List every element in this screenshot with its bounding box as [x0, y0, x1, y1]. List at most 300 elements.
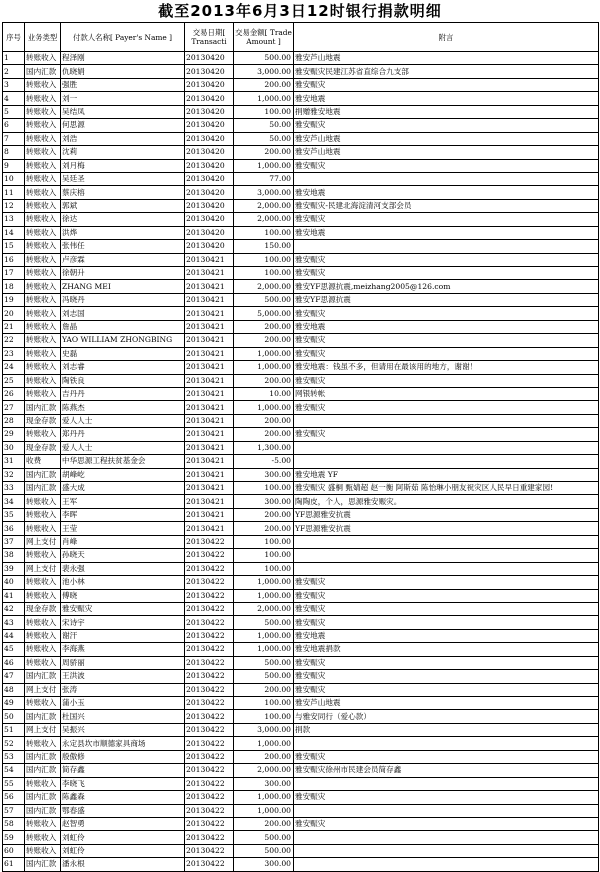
cell-note	[294, 844, 599, 857]
table-row	[3, 213, 599, 226]
cell-note	[294, 562, 599, 575]
cell-amount: 10.00	[234, 387, 294, 400]
cell-type: 国内汇款	[25, 750, 61, 763]
cell-note: 雅安赈灾	[294, 817, 599, 830]
cell-date: 20130421	[185, 455, 234, 468]
cell-note: 网银转帐	[294, 387, 599, 400]
cell-date: 20130420	[185, 92, 234, 105]
header-note: 附言	[294, 23, 599, 52]
cell-payer: 孙晓天	[61, 549, 185, 562]
cell-no: 10	[3, 172, 25, 185]
table-row	[3, 549, 599, 562]
cell-date: 20130421	[185, 347, 234, 360]
table-row	[3, 105, 599, 118]
cell-type: 转账收入	[25, 105, 61, 118]
cell-note	[294, 858, 599, 871]
cell-note: 雅安赈灾	[294, 656, 599, 669]
table-row	[3, 804, 599, 817]
cell-date: 20130422	[185, 576, 234, 589]
table-row	[3, 643, 599, 656]
cell-date: 20130422	[185, 831, 234, 844]
cell-payer: 李海燕	[61, 643, 185, 656]
cell-note: 雅安地震	[294, 320, 599, 333]
table-row	[3, 683, 599, 696]
cell-amount: 2,000.00	[234, 764, 294, 777]
cell-payer: 仇晓娟	[61, 65, 185, 78]
cell-no: 15	[3, 240, 25, 253]
cell-date: 20130420	[185, 65, 234, 78]
cell-no: 48	[3, 683, 25, 696]
cell-type: 转账收入	[25, 119, 61, 132]
cell-date: 20130422	[185, 697, 234, 710]
cell-amount: 1,000.00	[234, 92, 294, 105]
cell-note: 雅安赈灾	[294, 670, 599, 683]
cell-no: 44	[3, 629, 25, 642]
cell-date: 20130420	[185, 159, 234, 172]
cell-type: 转账收入	[25, 616, 61, 629]
cell-type: 收费	[25, 455, 61, 468]
cell-date: 20130420	[185, 78, 234, 91]
cell-amount: 200.00	[234, 146, 294, 159]
table-row	[3, 414, 599, 427]
cell-date: 20130421	[185, 468, 234, 481]
cell-note	[294, 831, 599, 844]
cell-note	[294, 455, 599, 468]
table-row	[3, 320, 599, 333]
cell-no: 51	[3, 723, 25, 736]
cell-note: 雅安赈灾	[294, 307, 599, 320]
cell-payer: 吉丹丹	[61, 387, 185, 400]
table-row	[3, 629, 599, 642]
table-row	[3, 387, 599, 400]
cell-type: 现金存款	[25, 602, 61, 615]
cell-amount: 100.00	[234, 226, 294, 239]
cell-note: YF思源雅安抗震	[294, 522, 599, 535]
cell-date: 20130422	[185, 629, 234, 642]
cell-no: 60	[3, 844, 25, 857]
cell-type: 网上支付	[25, 535, 61, 548]
table-row	[3, 670, 599, 683]
cell-no: 32	[3, 468, 25, 481]
cell-no: 23	[3, 347, 25, 360]
cell-amount: 200.00	[234, 320, 294, 333]
table-row	[3, 468, 599, 481]
table-row	[3, 374, 599, 387]
table-row	[3, 455, 599, 468]
cell-no: 58	[3, 817, 25, 830]
table-row	[3, 226, 599, 239]
cell-no: 56	[3, 791, 25, 804]
cell-no: 7	[3, 132, 25, 145]
cell-amount: 100.00	[234, 535, 294, 548]
cell-amount: 1,000.00	[234, 629, 294, 642]
cell-date: 20130420	[185, 213, 234, 226]
cell-date: 20130420	[185, 132, 234, 145]
cell-amount: 2,000.00	[234, 602, 294, 615]
cell-type: 转账收入	[25, 146, 61, 159]
cell-date: 20130420	[185, 199, 234, 212]
cell-type: 转账收入	[25, 387, 61, 400]
table-row	[3, 844, 599, 857]
cell-type: 国内汇款	[25, 791, 61, 804]
cell-date: 20130422	[185, 723, 234, 736]
cell-type: 转账收入	[25, 307, 61, 320]
cell-no: 17	[3, 267, 25, 280]
cell-no: 34	[3, 495, 25, 508]
table-row	[3, 831, 599, 844]
cell-amount: 1,000.00	[234, 804, 294, 817]
cell-amount: 500.00	[234, 656, 294, 669]
cell-amount: 500.00	[234, 831, 294, 844]
cell-note: 雅安赈灾	[294, 750, 599, 763]
table-row	[3, 750, 599, 763]
cell-payer: 简存鑫	[61, 764, 185, 777]
cell-date: 20130421	[185, 441, 234, 454]
cell-amount: 1,000.00	[234, 401, 294, 414]
cell-type: 转账收入	[25, 132, 61, 145]
cell-amount: 200.00	[234, 750, 294, 763]
cell-type: 转账收入	[25, 777, 61, 790]
cell-no: 50	[3, 710, 25, 723]
cell-type: 转账收入	[25, 522, 61, 535]
cell-date: 20130421	[185, 307, 234, 320]
cell-amount: 100.00	[234, 267, 294, 280]
cell-payer: 蔡庆榕	[61, 186, 185, 199]
cell-date: 20130421	[185, 320, 234, 333]
cell-no: 49	[3, 697, 25, 710]
cell-note: 雅安赈灾	[294, 334, 599, 347]
cell-payer: 卢彦霖	[61, 253, 185, 266]
cell-type: 转账收入	[25, 92, 61, 105]
cell-note: 雅安芦山地震	[294, 132, 599, 145]
cell-payer: 肖峰	[61, 535, 185, 548]
cell-date: 20130422	[185, 777, 234, 790]
table-row	[3, 522, 599, 535]
cell-no: 36	[3, 522, 25, 535]
cell-amount: 2,000.00	[234, 199, 294, 212]
cell-no: 61	[3, 858, 25, 871]
cell-type: 转账收入	[25, 508, 61, 521]
table-row	[3, 428, 599, 441]
cell-date: 20130421	[185, 414, 234, 427]
cell-type: 转账收入	[25, 643, 61, 656]
cell-amount: 1,000.00	[234, 361, 294, 374]
cell-type: 转账收入	[25, 186, 61, 199]
cell-note: 雅安赈灾	[294, 576, 599, 589]
cell-note: 雅安赈灾	[294, 159, 599, 172]
cell-payer: 刘虹伶	[61, 831, 185, 844]
cell-note: 雅安YF思源抗震,meizhang2005@126.com	[294, 280, 599, 293]
cell-payer: YAO WILLIAM ZHONGBING	[61, 334, 185, 347]
cell-type: 国内汇款	[25, 710, 61, 723]
cell-no: 37	[3, 535, 25, 548]
cell-amount: 200.00	[234, 817, 294, 830]
table-row	[3, 119, 599, 132]
cell-note: 雅安芦山地震	[294, 52, 599, 65]
cell-type: 转账收入	[25, 199, 61, 212]
cell-note: 雅安赈灾	[294, 78, 599, 91]
cell-payer: 盛大成	[61, 482, 185, 495]
cell-note: 捐赠雅安地震	[294, 105, 599, 118]
cell-no: 41	[3, 589, 25, 602]
cell-amount: 200.00	[234, 374, 294, 387]
donation-table	[2, 22, 599, 872]
table-row	[3, 307, 599, 320]
cell-note: 雅安赈灾	[294, 428, 599, 441]
cell-note	[294, 441, 599, 454]
cell-no: 25	[3, 374, 25, 387]
cell-amount: 500.00	[234, 293, 294, 306]
table-row	[3, 589, 599, 602]
cell-payer: 陈鑫森	[61, 791, 185, 804]
table-row	[3, 199, 599, 212]
cell-date: 20130421	[185, 361, 234, 374]
table-body	[3, 52, 599, 872]
cell-payer: 吴廷圣	[61, 172, 185, 185]
cell-payer: 池小林	[61, 576, 185, 589]
cell-date: 20130421	[185, 267, 234, 280]
cell-type: 国内汇款	[25, 401, 61, 414]
cell-payer: 宋诗宇	[61, 616, 185, 629]
table-row	[3, 482, 599, 495]
cell-date: 20130422	[185, 817, 234, 830]
cell-no: 6	[3, 119, 25, 132]
cell-note: 雅安芦山地震	[294, 146, 599, 159]
cell-amount: 500.00	[234, 844, 294, 857]
cell-type: 转账收入	[25, 267, 61, 280]
cell-note: 陶陶皮，个人，思源雅安赈灾。	[294, 495, 599, 508]
cell-amount: 3,000.00	[234, 186, 294, 199]
cell-payer: 徐朝升	[61, 267, 185, 280]
cell-type: 转账收入	[25, 576, 61, 589]
cell-payer: 傅晓	[61, 589, 185, 602]
cell-no: 39	[3, 562, 25, 575]
cell-amount: 1,000.00	[234, 589, 294, 602]
cell-note: 雅安赈灾民建江苏省直综合九支部	[294, 65, 599, 78]
cell-no: 27	[3, 401, 25, 414]
cell-no: 30	[3, 441, 25, 454]
cell-date: 20130422	[185, 643, 234, 656]
cell-no: 52	[3, 737, 25, 750]
cell-payer: 杜国兴	[61, 710, 185, 723]
cell-date: 20130422	[185, 764, 234, 777]
cell-amount: 1,000.00	[234, 791, 294, 804]
cell-payer: 谢汗	[61, 629, 185, 642]
cell-payer: ZHANG MEI	[61, 280, 185, 293]
table-row	[3, 186, 599, 199]
cell-type: 网上支付	[25, 562, 61, 575]
cell-date: 20130421	[185, 508, 234, 521]
cell-amount: 500.00	[234, 616, 294, 629]
cell-payer: 殷傲修	[61, 750, 185, 763]
table-row	[3, 858, 599, 871]
cell-note: 雅安地震捐款	[294, 643, 599, 656]
cell-date: 20130422	[185, 791, 234, 804]
cell-date: 20130421	[185, 374, 234, 387]
cell-payer: 李晓飞	[61, 777, 185, 790]
cell-note: 雅安赈灾	[294, 602, 599, 615]
cell-payer: 程泽刚	[61, 52, 185, 65]
cell-payer: 潘永根	[61, 858, 185, 871]
cell-no: 40	[3, 576, 25, 589]
cell-amount: 1,300.00	[234, 441, 294, 454]
cell-note: 雅安地震 YF	[294, 468, 599, 481]
cell-no: 42	[3, 602, 25, 615]
cell-no: 26	[3, 387, 25, 400]
cell-note: 雅安地震	[294, 186, 599, 199]
cell-type: 转账收入	[25, 240, 61, 253]
cell-no: 21	[3, 320, 25, 333]
cell-note: 雅安赈灾	[294, 589, 599, 602]
cell-date: 20130422	[185, 683, 234, 696]
table-row	[3, 562, 599, 575]
cell-no: 20	[3, 307, 25, 320]
table-row	[3, 401, 599, 414]
cell-amount: 300.00	[234, 495, 294, 508]
cell-amount: 200.00	[234, 683, 294, 696]
cell-date: 20130422	[185, 844, 234, 857]
cell-payer: 冯晓丹	[61, 293, 185, 306]
cell-note: 雅安赈灾	[294, 791, 599, 804]
cell-type: 转账收入	[25, 737, 61, 750]
cell-date: 20130422	[185, 549, 234, 562]
cell-date: 20130421	[185, 495, 234, 508]
cell-note	[294, 172, 599, 185]
cell-type: 转账收入	[25, 831, 61, 844]
cell-no: 1	[3, 52, 25, 65]
cell-amount: 100.00	[234, 562, 294, 575]
cell-no: 2	[3, 65, 25, 78]
cell-type: 国内汇款	[25, 65, 61, 78]
cell-payer: 徐达	[61, 213, 185, 226]
cell-note: 雅安地震	[294, 92, 599, 105]
cell-amount: 1,000.00	[234, 643, 294, 656]
cell-payer: 蒲小玉	[61, 697, 185, 710]
cell-type: 转账收入	[25, 78, 61, 91]
cell-amount: 1,000.00	[234, 576, 294, 589]
cell-no: 29	[3, 428, 25, 441]
cell-type: 转账收入	[25, 320, 61, 333]
cell-no: 9	[3, 159, 25, 172]
cell-payer: 何思源	[61, 119, 185, 132]
cell-no: 18	[3, 280, 25, 293]
cell-type: 国内汇款	[25, 468, 61, 481]
cell-date: 20130422	[185, 710, 234, 723]
cell-date: 20130420	[185, 226, 234, 239]
cell-payer: 鄂春盛	[61, 804, 185, 817]
cell-note: 雅安赈灾	[294, 616, 599, 629]
cell-date: 20130421	[185, 522, 234, 535]
cell-no: 31	[3, 455, 25, 468]
cell-type: 转账收入	[25, 280, 61, 293]
cell-date: 20130420	[185, 146, 234, 159]
cell-amount: 100.00	[234, 710, 294, 723]
cell-type: 转账收入	[25, 589, 61, 602]
cell-date: 20130422	[185, 737, 234, 750]
cell-note: 雅安YF思源抗震	[294, 293, 599, 306]
cell-amount: 200.00	[234, 334, 294, 347]
cell-date: 20130421	[185, 401, 234, 414]
cell-type: 转账收入	[25, 293, 61, 306]
table-row	[3, 92, 599, 105]
cell-no: 59	[3, 831, 25, 844]
cell-type: 转账收入	[25, 213, 61, 226]
table-row	[3, 817, 599, 830]
cell-payer: 吴振兴	[61, 723, 185, 736]
table-row	[3, 495, 599, 508]
cell-type: 现金存款	[25, 441, 61, 454]
cell-type: 转账收入	[25, 629, 61, 642]
cell-no: 53	[3, 750, 25, 763]
cell-type: 国内汇款	[25, 764, 61, 777]
table-row	[3, 132, 599, 145]
cell-no: 57	[3, 804, 25, 817]
cell-date: 20130420	[185, 240, 234, 253]
cell-payer: 爱人人士	[61, 414, 185, 427]
cell-note	[294, 804, 599, 817]
cell-amount: 200.00	[234, 522, 294, 535]
table-row	[3, 441, 599, 454]
cell-no: 16	[3, 253, 25, 266]
cell-note: YF思源雅安抗震	[294, 508, 599, 521]
cell-note	[294, 414, 599, 427]
cell-date: 20130422	[185, 562, 234, 575]
cell-amount: 200.00	[234, 428, 294, 441]
table-row	[3, 361, 599, 374]
cell-amount: 500.00	[234, 52, 294, 65]
cell-no: 45	[3, 643, 25, 656]
table-row	[3, 535, 599, 548]
cell-date: 20130420	[185, 52, 234, 65]
cell-type: 转账收入	[25, 817, 61, 830]
cell-date: 20130420	[185, 119, 234, 132]
cell-payer: 陶铁良	[61, 374, 185, 387]
cell-type: 网上支付	[25, 683, 61, 696]
cell-note: 雅安芦山地震	[294, 697, 599, 710]
cell-note: 雅安赈灾 盛桐 甄婧超 赵一衡 阿斯茹 陈怡琳小朋友祝灾区人民早日重建家园!	[294, 482, 599, 495]
header-amount: 交易金额[ Trade Amount ]	[234, 23, 294, 52]
table-row	[3, 78, 599, 91]
cell-amount: 300.00	[234, 468, 294, 481]
cell-no: 19	[3, 293, 25, 306]
cell-amount: 3,000.00	[234, 65, 294, 78]
cell-payer: 赵智勇	[61, 817, 185, 830]
cell-payer: 郑丹丹	[61, 428, 185, 441]
cell-no: 13	[3, 213, 25, 226]
cell-amount: 2,000.00	[234, 280, 294, 293]
header-type: 业务类型	[25, 23, 61, 52]
cell-payer: 胡峰屹	[61, 468, 185, 481]
cell-no: 4	[3, 92, 25, 105]
cell-payer: 刘志睿	[61, 361, 185, 374]
cell-note	[294, 777, 599, 790]
cell-payer: 陈燕杰	[61, 401, 185, 414]
cell-note: 雅安赈灾徐州市民建会员简存鑫	[294, 764, 599, 777]
cell-payer: 刘一	[61, 92, 185, 105]
cell-no: 28	[3, 414, 25, 427]
cell-type: 转账收入	[25, 361, 61, 374]
cell-payer: 裴永强	[61, 562, 185, 575]
cell-payer: 强胜	[61, 78, 185, 91]
cell-payer: 张涛	[61, 683, 185, 696]
cell-date: 20130421	[185, 428, 234, 441]
cell-date: 20130422	[185, 670, 234, 683]
table-row	[3, 267, 599, 280]
table-row	[3, 146, 599, 159]
cell-payer: 洪烨	[61, 226, 185, 239]
cell-amount: 100.00	[234, 105, 294, 118]
cell-payer: 李晖	[61, 508, 185, 521]
